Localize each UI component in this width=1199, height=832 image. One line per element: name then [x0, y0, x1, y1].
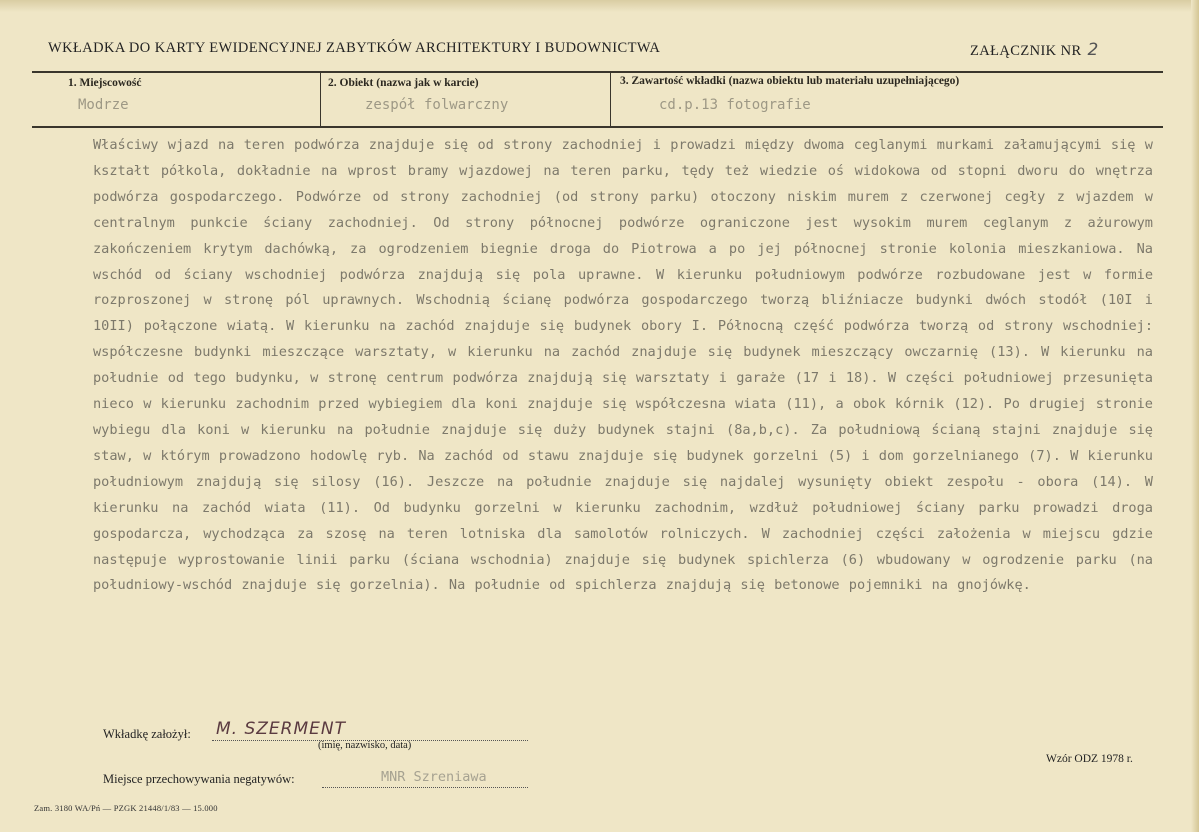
negatives-value: MNR Szreniawa	[381, 769, 487, 785]
negatives-label: Miejsce przechowywania negatywów:	[103, 772, 295, 786]
attachment-label: ZAŁĄCZNIK NR	[970, 43, 1082, 59]
paper-top-edge	[0, 0, 1199, 12]
contents-label: 3. Zawartość wkładki (nazwa obiektu lub materiału uzupełniającego)	[620, 75, 960, 87]
description-text: Właściwy wjazd na teren podwórza znajduje się od strony zachodniej i prowadzi między dwoma ceglanymi murkami załamującymi się w kształt półkola, dokładnie na wprost bramy wjazdowej na teren parku, tędy też wiedzie oś widokowa od stopni dworu do wnętrza podwórza gospodarczego. Podwórze od strony zachodniej (od strony parku) otoczony niskim murem z czerwonej cegły z wjazdem w centralnym punkcie ściany zachodniej. Od strony północnej podwórze ograniczone jest wysokim murem ceglanym z ażurowym zakończeniem krytym dachówką, za ogrodzeniem biegnie droga do Piotrowa a po jej północnej stronie kolonia mieszkaniowa. Na wschód od ściany wschodniej podwórza znajdują się pola uprawne. W kierunku południowym podwórze rozbudowane jest w formie rozproszonej w stronę pól uprawnych. Wschodnią ścianę podwórza gospodarczego tworzą bliźniacze budynki dwóch stodół (10I i 10II) połączone wiatą. W kierunku na zachód znajduje się budynek obory I. Północną część podwórza tworzą od strony wschodniej: współczesne budynki mieszczące warsztaty, w kierunku na zachód znajduje się budynek mieszczący owczarnię (13). W kierunku na południe od tego budynku, w stronę centrum podwórza znajdują się warsztaty i garaże (17 i 18). W części południowej przesunięta nieco w kierunku zachodnim przed wybiegiem dla koni znajduje się współczesna wiata (11), a obok kórnik (12). Po drugiej stronie wybiegu dla koni w kierunku na południe znajduje się duży budynek stajni (8a,b,c). Za południową ścianą stajni znajduje się staw, w którym prowadzono hodowlę ryb. Na zachód od stawu znajduje się budynek gorzelni (5) i dom gorzelnianego (7). W kierunku południowym znajdują się silosy (16). Jeszcze na południe znajduje się najdalej wysunięty obiekt zespołu - obora (14). W kierunku na zachód wiata (11). Od budynku gorzelni w kierunku zachodnim, wzdłuż południowej ściany parku prowadzi droga gospodarcza, wychodząca za szosę na teren lotniska dla samolotów rolniczych. W zachodniej części założenia w miejscu gdzie następuje wyprostowanie linii parku (ściana wschodnia) znajduje się budynek spichlerza (6) wbudowany w ogrodzenie parku (na południowy-wschód znajduje się gorzelnia). Na południe od spichlerza znajdują się betonowe pojemniki na gnojówkę.	[93, 137, 1153, 594]
attachment-number	[970, 40, 1099, 60]
locality-label: 1. Miejscowość	[68, 77, 142, 89]
form-model: Wzór ODZ 1978 r.	[1046, 753, 1133, 765]
attachment-number-value: 2	[1087, 40, 1099, 60]
header-top-rule	[32, 71, 1163, 73]
paper-right-edge	[1191, 0, 1199, 832]
negatives-line	[322, 787, 528, 788]
header-bottom-rule	[32, 126, 1163, 128]
author-signature: M. SZERMENT	[216, 719, 346, 739]
field-divider-1	[320, 71, 321, 127]
contents-value: cd.p.13 fotografie	[659, 97, 811, 113]
object-value: zespół folwarczny	[365, 97, 509, 113]
form-title: WKŁADKA DO KARTY EWIDENCYJNEJ ZABYTKÓW ARCHITEKTURY I BUDOWNICTWA	[48, 40, 661, 56]
object-label: 2. Obiekt (nazwa jak w karcie)	[328, 77, 479, 89]
author-label: Wkładkę założył:	[103, 727, 191, 741]
locality-value: Modrze	[78, 97, 129, 113]
author-caption: (imię, nazwisko, data)	[318, 740, 412, 751]
printer-note: Zam. 3180 WA/Pń — PZGK 21448/1/83 — 15.000	[34, 803, 218, 813]
field-divider-2	[610, 71, 611, 127]
